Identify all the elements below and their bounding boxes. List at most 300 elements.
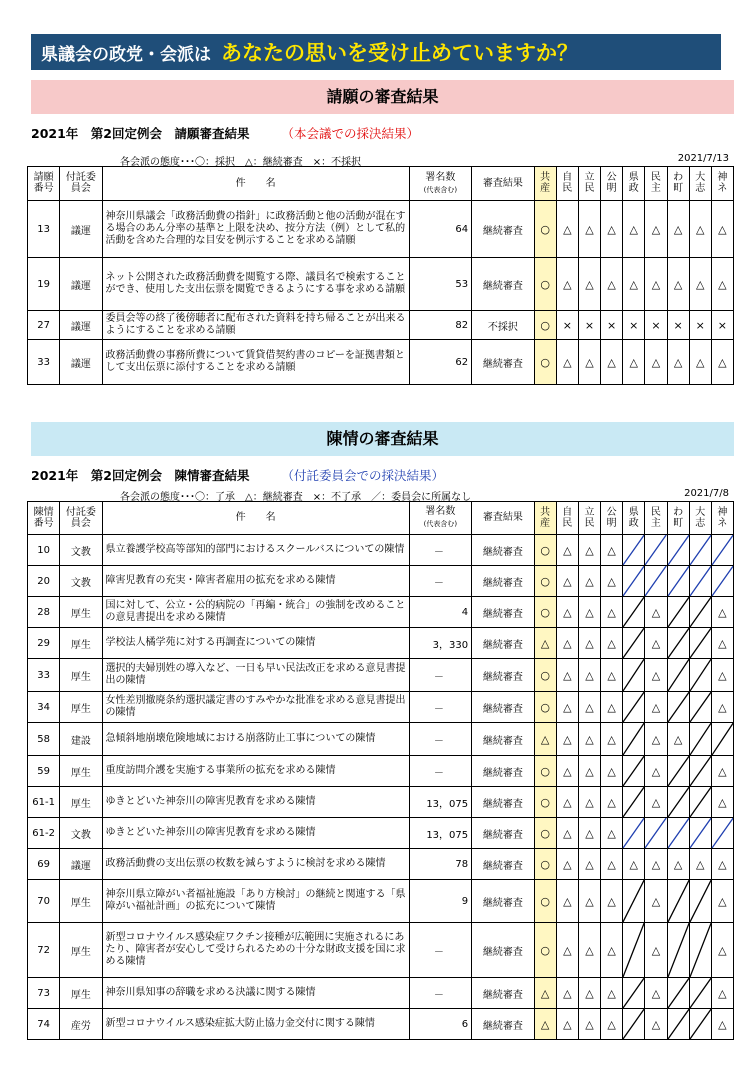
not-member-slash: [623, 628, 644, 658]
not-member-slash: [668, 659, 689, 691]
row-subject: 神奈川県知事の辞職を求める決議に関する陳情: [102, 978, 409, 1009]
vote-mark: ○: [540, 543, 550, 557]
vote-cell: [689, 723, 711, 756]
header-party: [601, 167, 623, 201]
vote-mark: △: [651, 668, 661, 682]
table-row: [28, 692, 734, 723]
header-party: [556, 502, 578, 535]
vote-cell: [623, 535, 645, 566]
vote-cell: [623, 340, 645, 385]
table-row: [28, 756, 734, 787]
table-row: [28, 628, 734, 659]
vote-cell: [689, 258, 711, 311]
vote-mark: △: [563, 943, 572, 957]
vote-mark: △: [718, 700, 727, 714]
vote-cell: [689, 566, 711, 597]
row-number: 29: [28, 628, 60, 659]
vote-mark: △: [563, 574, 572, 588]
row-result: 継続審査: [472, 628, 534, 659]
row-subject: ネット公開された政務活動費を閲覧する際、議員名で検索することができ、使用した支出伝票を閲覧できるようにする事を求める請願: [102, 258, 409, 311]
vote-mark: △: [651, 943, 661, 957]
vote-mark: △: [718, 795, 727, 809]
vote-cell: [534, 201, 556, 258]
vote-mark: ○: [540, 826, 550, 840]
vote-cell: [645, 340, 667, 385]
row-result: 継続審査: [472, 258, 534, 311]
top-banner: [31, 34, 721, 70]
header-number: [28, 502, 60, 535]
vote-mark: △: [718, 943, 727, 957]
vote-cell: [556, 659, 578, 692]
vote-mark: ×: [695, 318, 705, 332]
table-row: [28, 978, 734, 1009]
row-subject: ゆきとどいた神奈川の障害児教育を求める陳情: [102, 787, 409, 818]
row-result: 継続審査: [472, 923, 534, 978]
vote-mark: △: [696, 277, 705, 291]
vote-cell: [645, 978, 667, 1009]
row-result: 継続審査: [472, 787, 534, 818]
not-member-slash: [668, 597, 689, 627]
header-party-name: 共産: [540, 506, 551, 529]
row-signatures: 64: [409, 201, 471, 258]
vote-cell: [711, 311, 733, 340]
vote-cell: [689, 201, 711, 258]
vote-cell: [601, 628, 623, 659]
row-number: 69: [28, 849, 60, 880]
table-row: [28, 849, 734, 880]
row-committee: 文教: [60, 535, 102, 566]
vote-cell: [689, 659, 711, 692]
row-subject: 急傾斜地崩壊危険地域における崩落防止工事についての陳情: [102, 723, 409, 756]
table-row: [28, 880, 734, 923]
vote-mark: △: [563, 355, 572, 369]
vote-cell: [667, 880, 689, 923]
vote-mark: △: [563, 605, 572, 619]
vote-cell: [578, 880, 600, 923]
row-committee: 厚生: [60, 597, 102, 628]
vote-mark: △: [607, 826, 616, 840]
row-number: 10: [28, 535, 60, 566]
row-number: 73: [28, 978, 60, 1009]
vote-mark: △: [585, 636, 594, 650]
vote-mark: △: [607, 700, 616, 714]
vote-cell: [578, 311, 600, 340]
header-party: [623, 167, 645, 201]
header-row: [28, 167, 734, 201]
vote-cell: [711, 566, 733, 597]
vote-cell: [601, 201, 623, 258]
vote-cell: [556, 787, 578, 818]
vote-cell: [534, 628, 556, 659]
petitions-subtitle-note: （本会議での採決結果）: [281, 126, 420, 141]
vote-cell: [711, 628, 733, 659]
vote-cell: [623, 201, 645, 258]
vote-mark: △: [607, 574, 616, 588]
vote-cell: [601, 1009, 623, 1040]
row-committee: 厚生: [60, 880, 102, 923]
vote-cell: [667, 692, 689, 723]
vote-mark: △: [607, 894, 616, 908]
vote-cell: [534, 818, 556, 849]
table-row: [28, 258, 734, 311]
row-result: 継続審査: [472, 566, 534, 597]
vote-mark: △: [718, 986, 727, 1000]
vote-mark: △: [585, 1017, 594, 1031]
row-signatures: 62: [409, 340, 471, 385]
not-member-slash: [690, 566, 711, 596]
vote-mark: △: [563, 700, 572, 714]
row-committee: 議運: [60, 340, 102, 385]
vote-cell: [601, 787, 623, 818]
vote-mark: ○: [540, 764, 550, 778]
vote-cell: [534, 535, 556, 566]
header-subject: 件 名: [102, 167, 409, 201]
vote-cell: [667, 201, 689, 258]
not-member-slash: [668, 535, 689, 565]
vote-mark: △: [718, 222, 727, 236]
header-party: [578, 167, 600, 201]
vote-cell: [601, 923, 623, 978]
vote-cell: [711, 787, 733, 818]
vote-mark: △: [673, 355, 683, 369]
header-result: 審査結果: [472, 502, 534, 535]
not-member-slash: [712, 535, 733, 565]
vote-mark: △: [651, 1017, 661, 1031]
vote-cell: [623, 597, 645, 628]
vote-mark: △: [607, 857, 616, 871]
vote-cell: [711, 659, 733, 692]
vote-cell: [711, 692, 733, 723]
row-signatures: －: [409, 566, 471, 597]
vote-mark: △: [718, 636, 727, 650]
row-committee: 議運: [60, 258, 102, 311]
vote-cell: [645, 659, 667, 692]
row-subject: 政務活動費の事務所費について賃貸借契約書のコピーを証拠書類として支出伝票に添付することを求める請願: [102, 340, 409, 385]
vote-cell: [601, 659, 623, 692]
vote-mark: ○: [540, 355, 550, 369]
not-member-slash: [668, 1009, 689, 1039]
vote-cell: [711, 849, 733, 880]
vote-cell: [601, 849, 623, 880]
vote-cell: [578, 535, 600, 566]
table-row: [28, 340, 734, 385]
not-member-slash: [668, 818, 689, 848]
header-party-name: 神ネ: [717, 506, 728, 529]
vote-cell: [534, 311, 556, 340]
vote-mark: △: [696, 857, 705, 871]
vote-cell: [645, 535, 667, 566]
vote-cell: [667, 258, 689, 311]
row-committee: 厚生: [60, 659, 102, 692]
not-member-slash: [712, 723, 733, 755]
row-result: 継続審査: [472, 723, 534, 756]
row-signatures: －: [409, 723, 471, 756]
vote-cell: [556, 597, 578, 628]
vote-cell: [645, 849, 667, 880]
vote-mark: △: [585, 732, 594, 746]
vote-cell: [578, 849, 600, 880]
vote-cell: [623, 566, 645, 597]
vote-cell: [623, 818, 645, 849]
vote-cell: [689, 535, 711, 566]
not-member-slash: [668, 692, 689, 722]
vote-mark: △: [585, 700, 594, 714]
not-member-slash: [712, 566, 733, 596]
vote-cell: [578, 201, 600, 258]
vote-mark: △: [607, 605, 616, 619]
vote-cell: [578, 978, 600, 1009]
row-number: 19: [28, 258, 60, 311]
row-signatures: 6: [409, 1009, 471, 1040]
header-party-name: わ町: [673, 172, 684, 194]
vote-mark: △: [651, 764, 661, 778]
vote-cell: [623, 628, 645, 659]
vote-cell: [689, 923, 711, 978]
not-member-slash: [623, 566, 644, 596]
vote-cell: [556, 723, 578, 756]
vote-mark: △: [718, 764, 727, 778]
row-committee: 厚生: [60, 787, 102, 818]
not-member-slash: [623, 535, 644, 565]
row-signatures: －: [409, 978, 471, 1009]
vote-mark: △: [673, 732, 683, 746]
vote-mark: △: [607, 986, 616, 1000]
vote-cell: [556, 756, 578, 787]
vote-mark: ×: [562, 318, 572, 332]
vote-mark: ○: [540, 605, 550, 619]
vote-mark: △: [718, 857, 727, 871]
vote-cell: [556, 628, 578, 659]
header-committee: [60, 502, 102, 535]
vote-cell: [534, 923, 556, 978]
vote-cell: [711, 535, 733, 566]
vote-mark: △: [607, 277, 616, 291]
row-subject: 障害児教育の充実・障害者雇用の拡充を求める陳情: [102, 566, 409, 597]
vote-cell: [689, 597, 711, 628]
statements-date: 2021/7/8: [684, 488, 729, 499]
vote-cell: [534, 659, 556, 692]
banner-prefix: 県議会の政党・会派は: [41, 44, 211, 65]
vote-cell: [645, 692, 667, 723]
row-subject: 県立養護学校高等部知的部門におけるスクールバスについての陳情: [102, 535, 409, 566]
header-party-name: わ町: [673, 506, 684, 529]
vote-cell: [534, 787, 556, 818]
row-result: 継続審査: [472, 1009, 534, 1040]
vote-mark: △: [585, 826, 594, 840]
row-signatures: 82: [409, 311, 471, 340]
header-signatures: [409, 502, 471, 535]
row-number: 33: [28, 340, 60, 385]
vote-mark: △: [607, 732, 616, 746]
vote-mark: △: [607, 764, 616, 778]
vote-cell: [667, 756, 689, 787]
vote-mark: △: [607, 1017, 616, 1031]
header-committee: [60, 167, 102, 201]
row-result: 継続審査: [472, 978, 534, 1009]
header-number-text: 陳情番号: [33, 506, 54, 529]
header-number-text: 請願番号: [33, 172, 54, 194]
vote-cell: [689, 978, 711, 1009]
not-member-slash: [690, 787, 711, 817]
not-member-slash: [690, 756, 711, 786]
row-number: 20: [28, 566, 60, 597]
vote-cell: [667, 818, 689, 849]
vote-cell: [601, 880, 623, 923]
vote-cell: [601, 723, 623, 756]
row-subject: ゆきとどいた神奈川の障害児教育を求める陳情: [102, 818, 409, 849]
row-signatures: 78: [409, 849, 471, 880]
vote-cell: [623, 756, 645, 787]
row-committee: 厚生: [60, 756, 102, 787]
vote-cell: [645, 723, 667, 756]
vote-mark: ×: [717, 318, 728, 332]
not-member-slash: [623, 692, 644, 722]
header-party: [623, 502, 645, 535]
row-result: 継続審査: [472, 201, 534, 258]
not-member-slash: [645, 535, 666, 565]
vote-cell: [534, 692, 556, 723]
vote-cell: [601, 692, 623, 723]
header-party: [711, 502, 733, 535]
row-committee: 文教: [60, 566, 102, 597]
vote-cell: [645, 880, 667, 923]
row-number: 33: [28, 659, 60, 692]
vote-cell: [667, 849, 689, 880]
vote-cell: [667, 978, 689, 1009]
header-party: [711, 167, 733, 201]
vote-mark: △: [585, 894, 594, 908]
table-row: [28, 818, 734, 849]
vote-cell: [711, 1009, 733, 1040]
statements-section-title: 陳情の審査結果: [31, 422, 734, 456]
vote-mark: △: [696, 222, 705, 236]
table-row: [28, 535, 734, 566]
vote-mark: △: [629, 277, 638, 291]
vote-mark: △: [673, 857, 683, 871]
vote-mark: △: [651, 857, 661, 871]
vote-cell: [534, 723, 556, 756]
vote-mark: △: [563, 857, 572, 871]
vote-mark: ○: [540, 700, 550, 714]
not-member-slash: [690, 597, 711, 627]
not-member-slash: [668, 787, 689, 817]
vote-mark: △: [563, 894, 572, 908]
vote-mark: △: [563, 826, 572, 840]
header-party-name: 大志: [695, 172, 706, 194]
row-subject: 神奈川県議会「政務活動費の指針」に政務活動と他の活動が混在する場合のあん分率の基準と上限を決め、按分方法（例）として私的活動を含めた合理的な目安を例示することを求める請願: [102, 201, 409, 258]
statements-table: [27, 501, 734, 1040]
vote-mark: ×: [607, 318, 617, 332]
vote-mark: △: [585, 543, 594, 557]
vote-cell: [711, 258, 733, 311]
vote-mark: ×: [584, 318, 595, 332]
header-party: [534, 502, 556, 535]
header-committee-text: 付託委員会: [65, 172, 96, 194]
vote-cell: [689, 756, 711, 787]
not-member-slash: [690, 628, 711, 658]
vote-cell: [667, 787, 689, 818]
vote-mark: △: [585, 668, 594, 682]
vote-cell: [534, 880, 556, 923]
vote-cell: [556, 566, 578, 597]
vote-mark: △: [607, 222, 616, 236]
vote-cell: [578, 923, 600, 978]
vote-mark: △: [651, 700, 661, 714]
vote-mark: △: [607, 636, 616, 650]
vote-cell: [623, 258, 645, 311]
vote-mark: △: [607, 355, 616, 369]
header-party: [556, 167, 578, 201]
header-result: 審査結果: [472, 167, 534, 201]
vote-cell: [711, 723, 733, 756]
vote-cell: [578, 1009, 600, 1040]
table-row: [28, 923, 734, 978]
not-member-slash: [690, 659, 711, 691]
row-subject: 選択的夫婦別姓の導入など、一日も早い民法改正を求める意見書提出の陳情: [102, 659, 409, 692]
vote-mark: △: [540, 636, 550, 650]
vote-mark: △: [651, 355, 661, 369]
vote-mark: △: [607, 543, 616, 557]
row-number: 74: [28, 1009, 60, 1040]
row-subject: 重度訪問介護を実施する事業所の拡充を求める陳情: [102, 756, 409, 787]
vote-cell: [711, 818, 733, 849]
row-subject: 国に対して、公立・公的病院の「再編・統合」の強制を改めることの意見書提出を求める陳情: [102, 597, 409, 628]
row-signatures: －: [409, 756, 471, 787]
row-result: 継続審査: [472, 340, 534, 385]
vote-cell: [711, 597, 733, 628]
header-party-name: 自民: [562, 172, 573, 194]
vote-mark: △: [540, 732, 550, 746]
vote-mark: ○: [540, 857, 550, 871]
vote-mark: △: [651, 795, 661, 809]
header-signatures-sub: (代表含む): [423, 185, 458, 194]
vote-mark: △: [563, 732, 572, 746]
statements-subtitle: [31, 466, 444, 484]
vote-mark: △: [607, 795, 616, 809]
row-result: 継続審査: [472, 659, 534, 692]
header-party-name: 立民: [584, 506, 595, 529]
vote-mark: △: [651, 986, 661, 1000]
header-party: [578, 502, 600, 535]
vote-mark: △: [651, 636, 661, 650]
vote-cell: [689, 340, 711, 385]
vote-mark: △: [585, 986, 594, 1000]
vote-cell: [711, 201, 733, 258]
row-committee: 建設: [60, 723, 102, 756]
row-committee: 厚生: [60, 692, 102, 723]
row-result: 継続審査: [472, 535, 534, 566]
vote-mark: △: [696, 355, 705, 369]
vote-cell: [578, 566, 600, 597]
vote-cell: [667, 340, 689, 385]
row-subject: 政務活動費の支出伝票の枚数を減らすように検討を求める陳情: [102, 849, 409, 880]
vote-cell: [645, 597, 667, 628]
row-committee: 議運: [60, 201, 102, 258]
not-member-slash: [668, 978, 689, 1008]
vote-cell: [556, 692, 578, 723]
vote-cell: [689, 849, 711, 880]
vote-cell: [711, 978, 733, 1009]
vote-cell: [711, 756, 733, 787]
petitions-table: [27, 166, 734, 385]
header-party-name: 県政: [628, 506, 639, 529]
vote-mark: ×: [629, 318, 639, 332]
vote-mark: △: [563, 668, 572, 682]
not-member-slash: [668, 880, 689, 922]
row-number: 13: [28, 201, 60, 258]
not-member-slash: [690, 923, 711, 977]
vote-cell: [623, 787, 645, 818]
